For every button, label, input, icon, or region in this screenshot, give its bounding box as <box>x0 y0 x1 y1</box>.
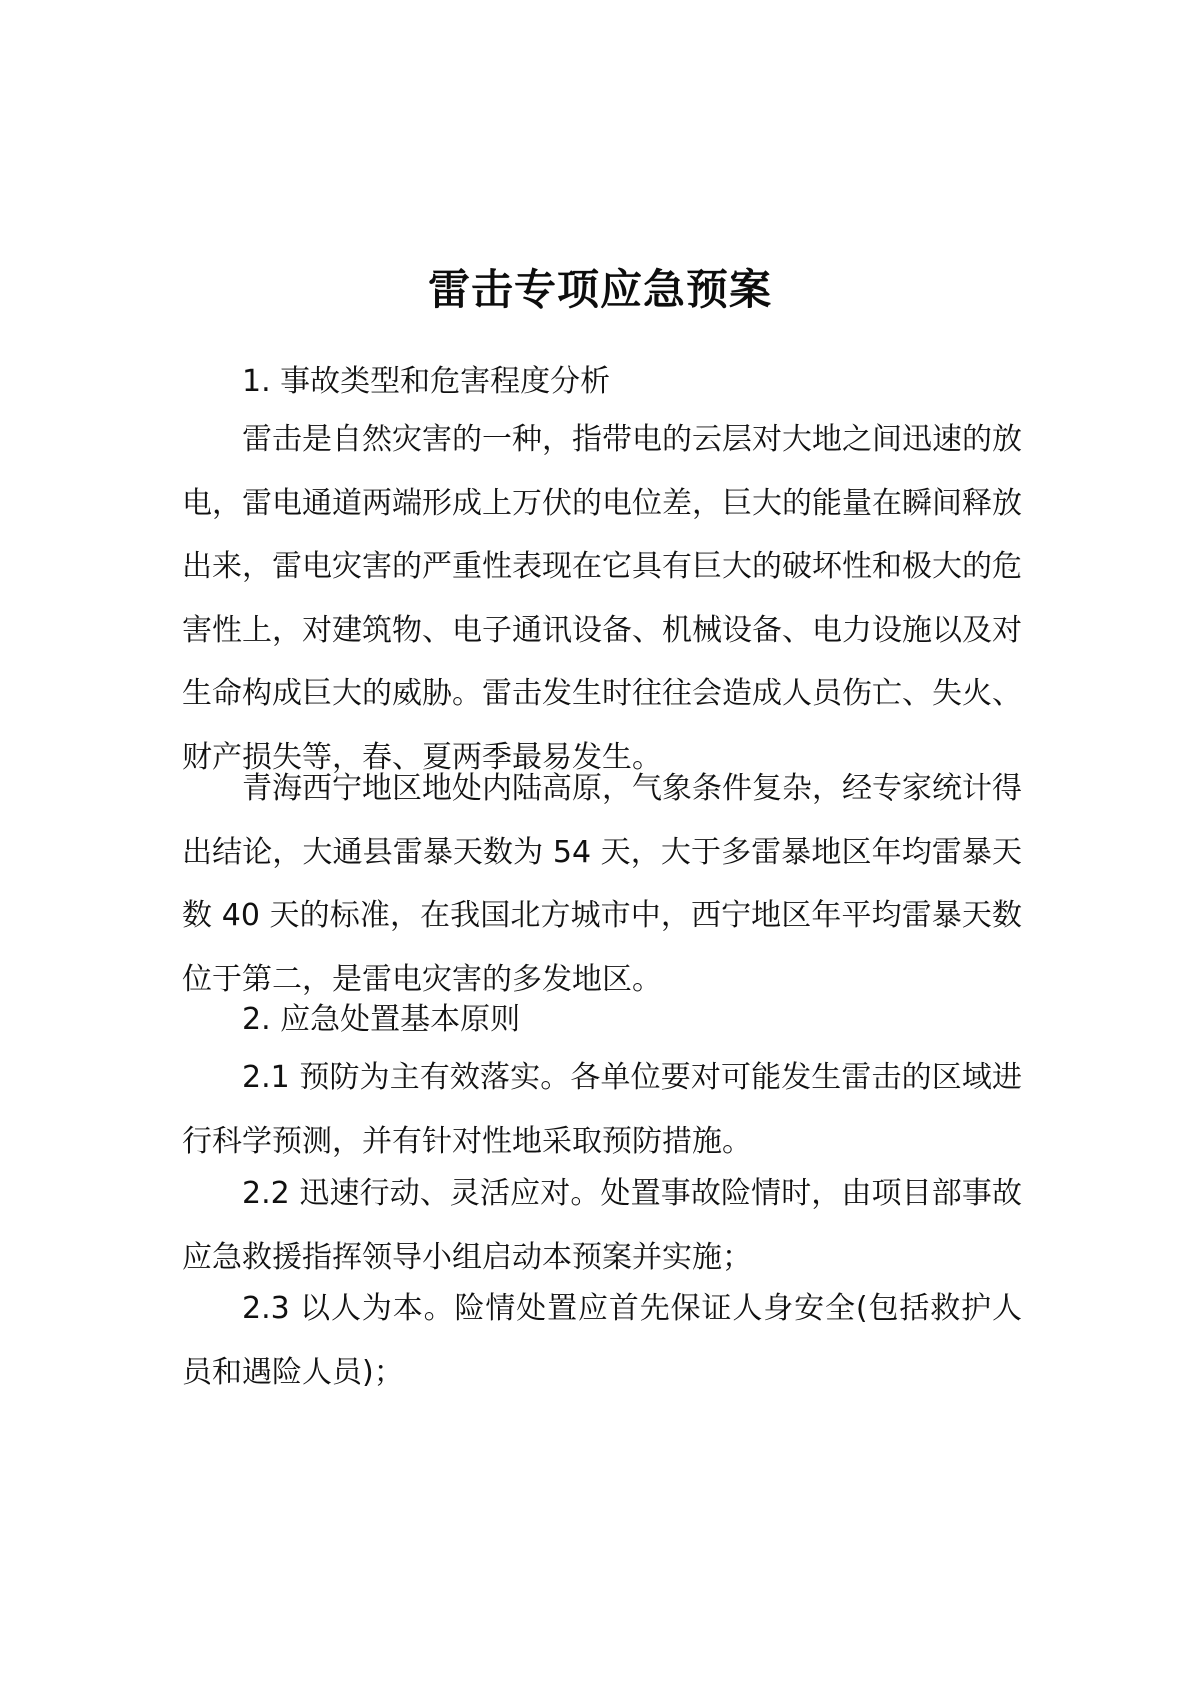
paragraph-text: 2.1 预防为主有效落实。各单位要对可能发生雷击的区域进行科学预测，并有针对性地采取预防措施。 <box>182 1060 1022 1159</box>
paragraph-text: 雷击是自然灾害的一种，指带电的云层对大地之间迅速的放电，雷电通道两端形成上万伏的电位差，巨大的能量在瞬间释放出来，雷电灾害的严重性表现在它具有巨大的破坏性和极大的危害性上，对建筑物、电子通讯设备、机械设备、电力设施以及对生命构成巨大的威胁。雷击发生时往往会造成人员伤亡、失火、财产损失等，春、夏两季最易发生。 <box>182 422 1022 775</box>
principle-item-2-3 <box>182 1277 1022 1404</box>
principle-item-2-1 <box>182 1046 1022 1173</box>
section-heading-1: 1. 事故类型和危害程度分析 <box>242 364 611 399</box>
section-heading-2: 2. 应急处置基本原则 <box>242 1002 521 1037</box>
paragraph-lightning-description <box>182 408 1022 789</box>
principle-item-2-2 <box>182 1162 1022 1289</box>
paragraph-text: 青海西宁地区地处内陆高原，气象条件复杂，经专家统计得出结论，大通县雷暴天数为 54 天，大于多雷暴地区年均雷暴天数 40 天的标准，在我国北方城市中，西宁地区年平均雷暴天数位于第二，是雷电灾害的多发地区。 <box>182 771 1022 997</box>
paragraph-text: 2.3 以人为本。险情处置应首先保证人身安全(包括救护人员和遇险人员)； <box>182 1291 1022 1390</box>
paragraph-text: 2.2 迅速行动、灵活应对。处置事故险情时，由项目部事故应急救援指挥领导小组启动本预案并实施； <box>182 1176 1022 1275</box>
document-title: 雷击专项应急预案 <box>427 265 772 314</box>
paragraph-xining-statistics <box>182 757 1022 1011</box>
